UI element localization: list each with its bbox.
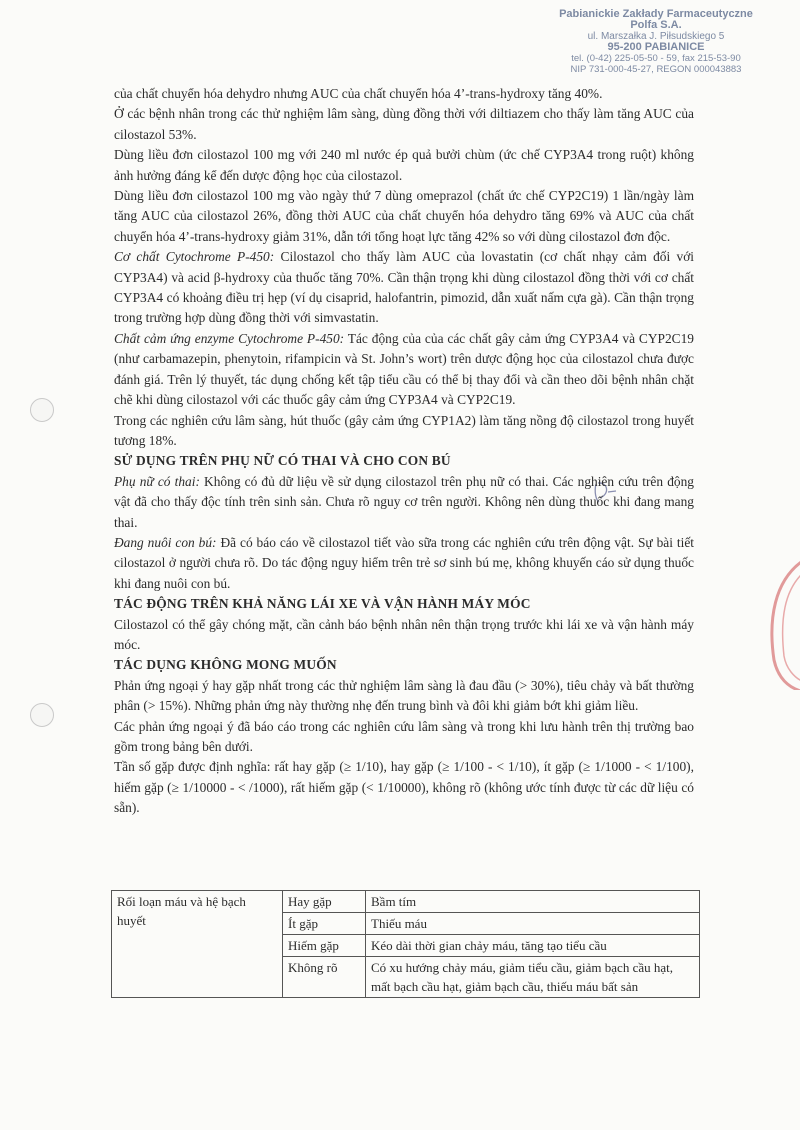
- paragraph: Cilostazol có thể gây chóng mặt, cần cảnh báo bệnh nhân nên thận trọng trước khi lái xe và vận hành máy móc.: [114, 616, 694, 652]
- punch-hole-top: [30, 398, 54, 422]
- paragraph: [114, 533, 694, 594]
- section-heading-driving: TÁC ĐỘNG TRÊN KHẢ NĂNG LÁI XE VÀ VẬN HÀNH MÁY MÓC: [114, 596, 531, 612]
- paragraph-label: Cơ chất Cytochrome P-450:: [114, 249, 275, 265]
- paragraph: Phản ứng ngoại ý hay gặp nhất trong các thử nghiệm lâm sàng là đau đầu (> 30%), tiêu chảy và bất thường phân (> 15%). Những phản ứng này thường nhẹ đến trung bình và đôi khi giảm bớt khi giảm liều.: [114, 677, 694, 714]
- stamp-line-1: Pabianickie Zakłady Farmaceutyczne: [559, 8, 753, 20]
- table-cell-frequency: Hay gặp: [283, 891, 366, 913]
- paragraph-text: Đã có báo cáo về cilostazol tiết vào sữa trong các nghiên cứu trên động vật. Sự bài tiết cilostazol ở người chưa rõ. Do tác động nguy hiểm trên trẻ sơ sinh bú mẹ, không khuyến cáo sử dụng thuốc khi đang nuôi con bú.: [114, 534, 694, 591]
- table-cell-effect: Có xu hướng chảy máu, giảm tiểu cầu, giảm bạch cầu hạt, mất bạch cầu hạt, giảm bạch cầu, thiếu máu bất sản: [366, 957, 700, 998]
- paragraph: Tần số gặp được định nghĩa: rất hay gặp (≥ 1/10), hay gặp (≥ 1/100 - < 1/10), ít gặp (≥ 1/1000 - < 1/100), hiếm gặp (≥ 1/10000 - < /1000), rất hiếm gặp (< 1/10000), không rõ (không ước tính được từ các dữ liệu có sẵn).: [114, 759, 694, 816]
- table-cell-effect: Kéo dài thời gian chảy máu, tăng tạo tiểu cầu: [366, 935, 700, 957]
- table-cell-organ: Rối loạn máu và hệ bạch huyết: [112, 891, 283, 998]
- paragraph-text: Tác động của của các chất gây cảm ứng CYP3A4 và CYP2C19 (như carbamazepin, phenytoin, rifampicin và St. John’s wort) trên dược động học của cilostazol chưa được đánh giá. Trên lý thuyết, tác dụng chống kết tập tiểu cầu có thể bị thay đổi và cần theo dõi bệnh nhân chặt chẽ khi dùng cilostazol với các thuốc gây cảm ứng CYP3A4 và CYP2C19.: [114, 330, 694, 408]
- stamp-line-5: tel. (0-42) 225-05-50 - 59, fax 215-53-90: [571, 53, 741, 64]
- adverse-reaction-table: [111, 890, 700, 998]
- paragraph-text: Không có đủ dữ liệu về sử dụng cilostazol trên phụ nữ có thai. Các nghiên cứu trên động vật đã cho thấy độc tính trên sinh sản. Chưa rõ nguy cơ trên người. Không nên dùng thuốc khi đang mang thai.: [114, 473, 694, 530]
- paragraph: [114, 329, 694, 411]
- table-cell-effect: Thiếu máu: [366, 913, 700, 935]
- paragraph: Dùng liều đơn cilostazol 100 mg vào ngày thứ 7 dùng omeprazol (chất ức chế CYP2C19) 1 lần/ngày làm tăng AUC của cilostazol 26%, đồng thời AUC của chất chuyển hóa dehydro tăng 69% và AUC của chất chuyển hóa 4’-trans-hydroxy giảm 31%, dẫn tới tổng hoạt lực tăng 42% so với dùng cilostazol đơn độc.: [114, 188, 694, 244]
- stamp-line-2: Polfa S.A.: [630, 19, 682, 31]
- section-heading-pregnancy: SỬ DỤNG TRÊN PHỤ NỮ CÓ THAI VÀ CHO CON BÚ: [114, 453, 451, 469]
- stamp-line-3: ul. Marszałka J. Piłsudskiego 5: [587, 31, 725, 42]
- punch-hole-bottom: [30, 703, 54, 727]
- table-cell-effect: Bầm tím: [366, 891, 700, 913]
- paragraph-text: Cilostazol cho thấy làm AUC của lovastatin (cơ chất nhạy cảm đối với CYP3A4) và acid β-hydroxy của thuốc tăng 70%. Cần thận trọng khi dùng cilostazol đồng thời với cơ chất CYP3A4 có khoảng điều trị hẹp (ví dụ cisaprid, halofantrin, pimozid, dẫn xuất nấm cựa gà). Cần thận trọng trong trường hợp dùng đồng thời với simvastatin.: [114, 249, 694, 326]
- table-cell-frequency: Hiếm gặp: [283, 935, 366, 957]
- section-heading-adverse-effects: TÁC DỤNG KHÔNG MONG MUỐN: [114, 657, 337, 673]
- paragraph-label: Chất cảm ứng enzyme Cytochrome P-450:: [114, 330, 345, 346]
- table-row: [112, 891, 700, 913]
- red-seal-fragment: [764, 560, 800, 690]
- paragraph: [114, 247, 694, 329]
- paragraph-label: Đang nuôi con bú:: [114, 534, 217, 550]
- table-cell-frequency: Không rõ: [283, 957, 366, 998]
- stamp-line-6: NIP 731-000-45-27, REGON 000043883: [570, 64, 742, 75]
- paragraph-label: Phụ nữ có thai:: [114, 473, 200, 489]
- paragraph: Ở các bệnh nhân trong các thử nghiệm lâm sàng, dùng đồng thời với diltiazem cho thấy làm tăng AUC của cilostazol 53%.: [114, 106, 694, 142]
- paragraph: Các phản ứng ngoại ý đã báo cáo trong các nghiên cứu lâm sàng và trong khi lưu hành trên thị trường bao gồm trong bảng bên dưới.: [114, 718, 694, 754]
- paragraph: [114, 472, 694, 533]
- paragraph: của chất chuyển hóa dehydro nhưng AUC của chất chuyển hóa 4’-trans-hydroxy tăng 40%.: [114, 86, 603, 101]
- document-body: [114, 84, 694, 819]
- paragraph: Trong các nghiên cứu lâm sàng, hút thuốc (gây cảm ứng CYP1A2) làm tăng nồng độ cilostazol trong huyết tương 18%.: [114, 412, 694, 448]
- table-cell-frequency: Ít gặp: [283, 913, 366, 935]
- company-stamp: [548, 9, 764, 75]
- stamp-line-4: 95-200 PABIANICE: [607, 41, 705, 53]
- paragraph: Dùng liều đơn cilostazol 100 mg với 240 ml nước ép quả bưởi chùm (ức chế CYP3A4 trong ruột) không ảnh hưởng đáng kể đến dược động học của cilostazol.: [114, 147, 694, 183]
